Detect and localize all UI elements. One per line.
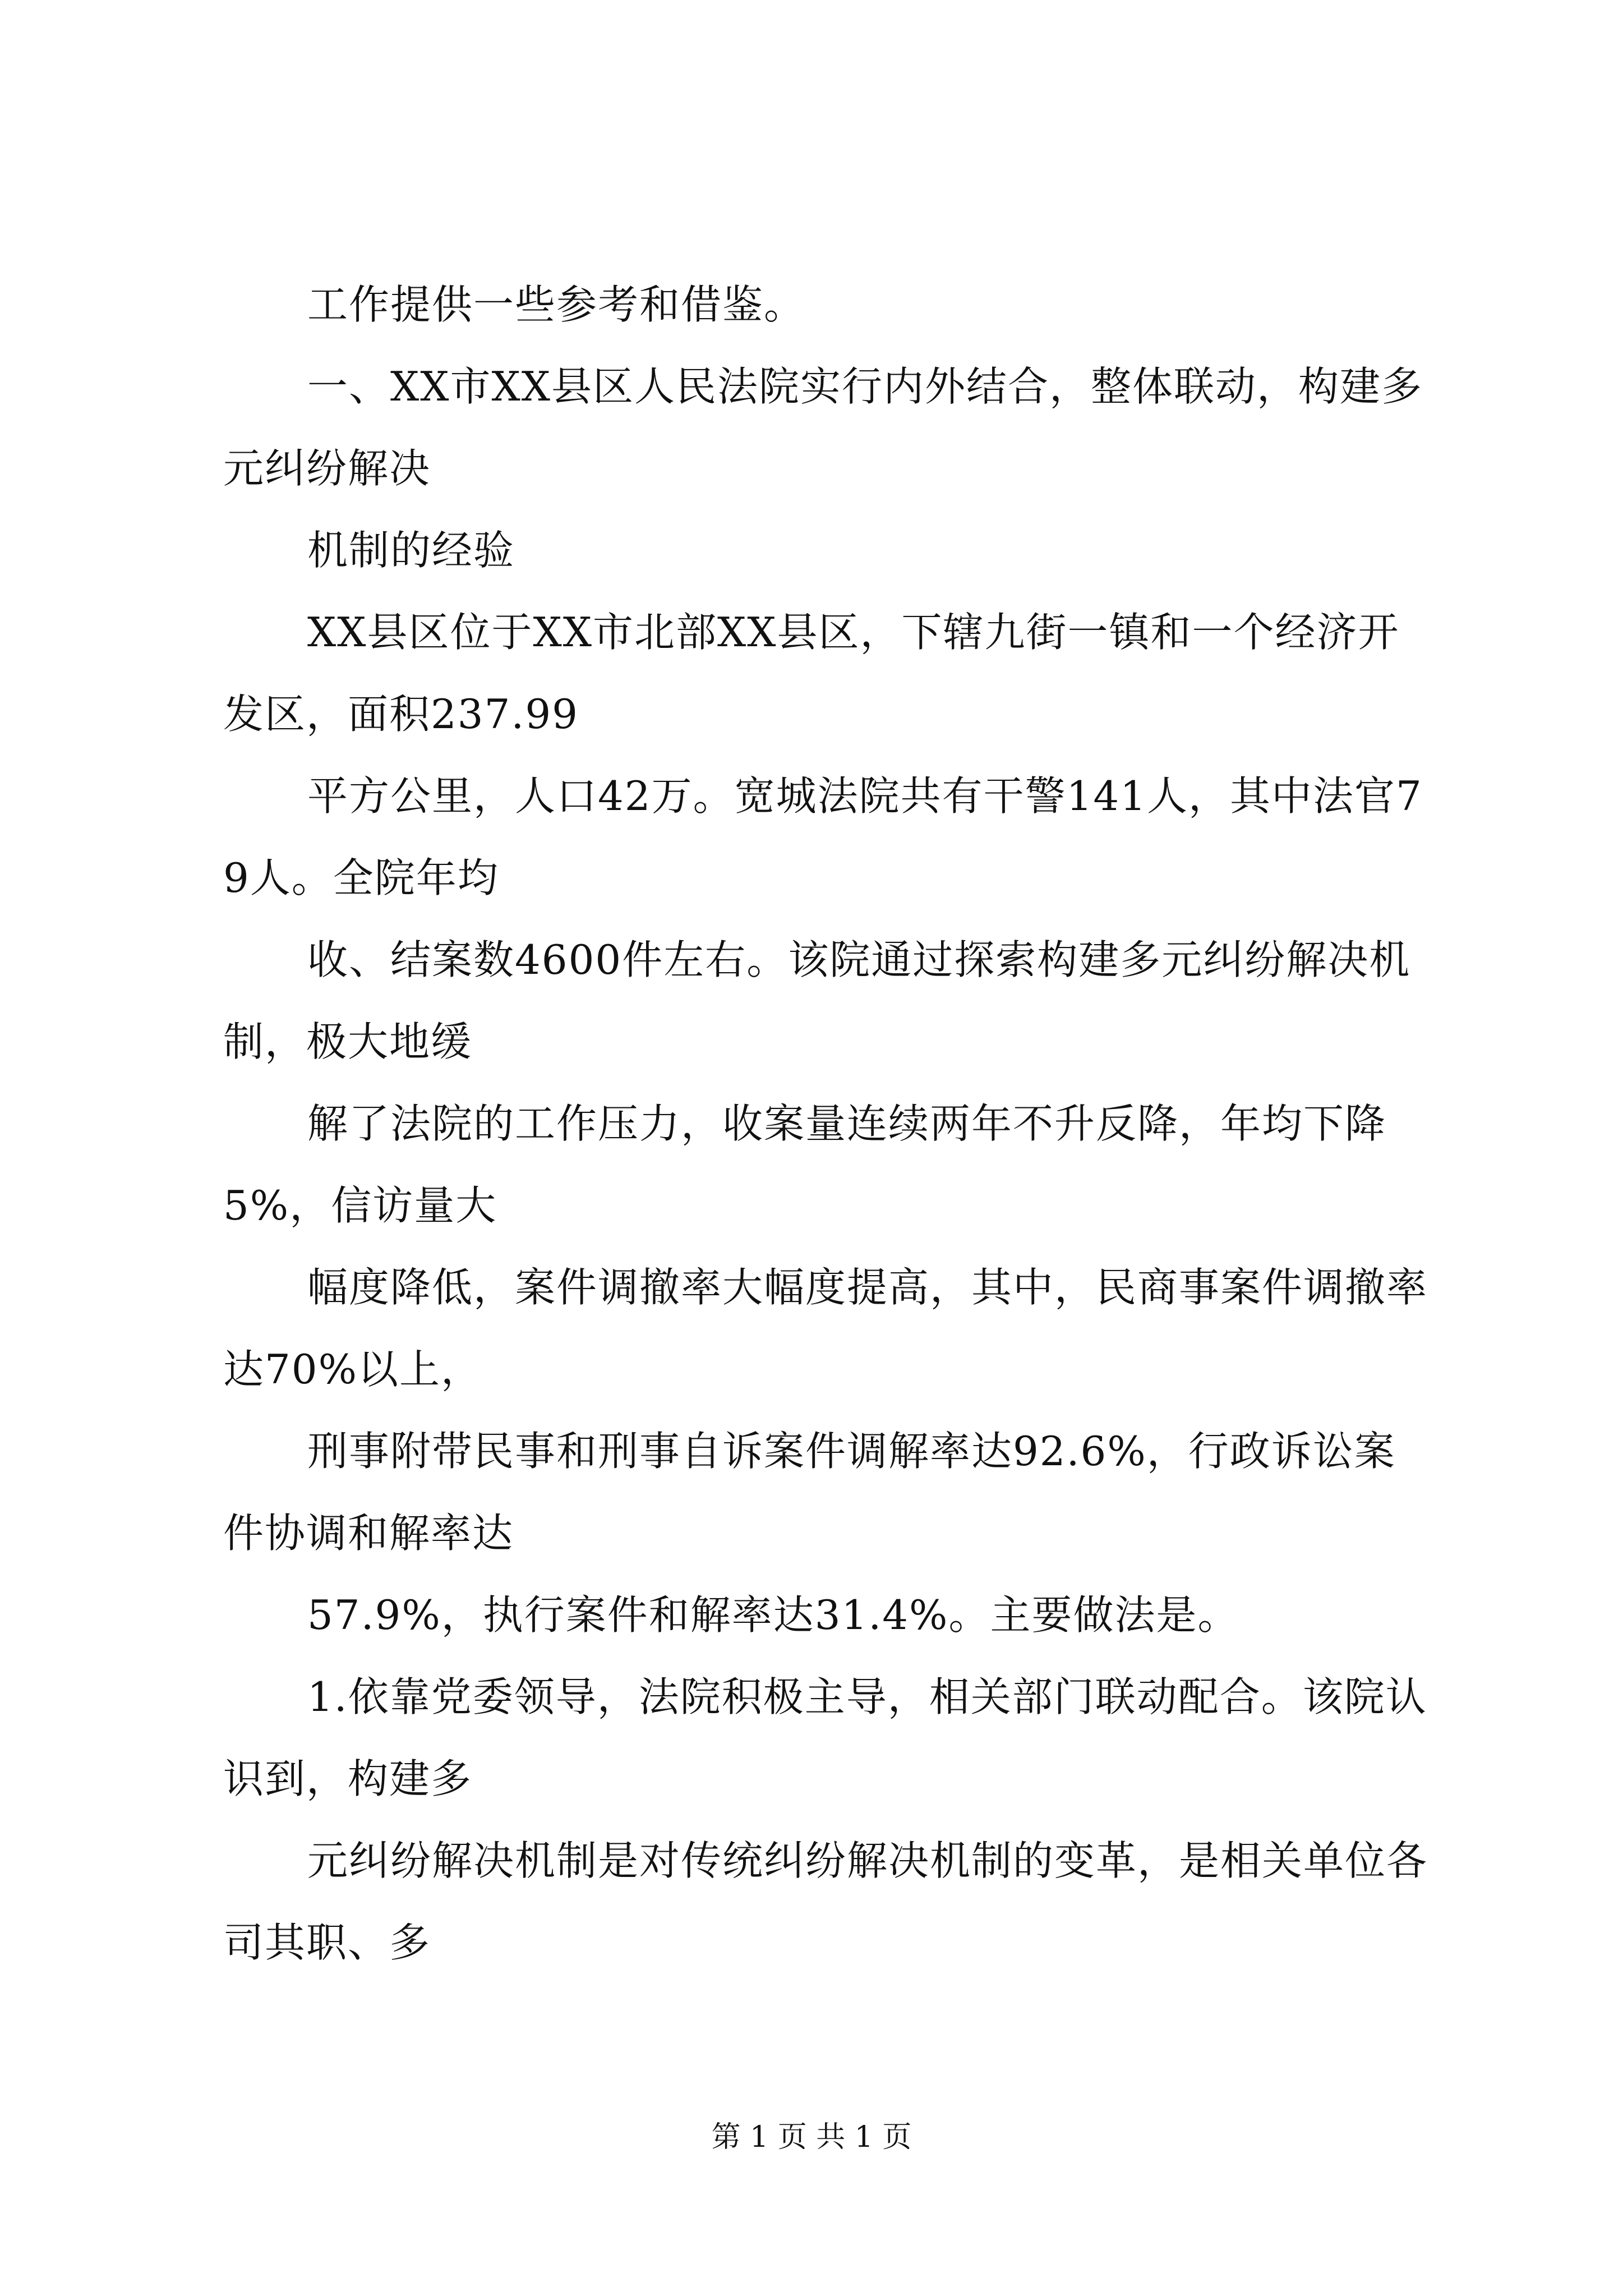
paragraph: 57.9%，执行案件和解率达31.4%。主要做法是。	[307, 1591, 1239, 1639]
paragraph: 刑事附带民事和刑事自诉案件调解率达92.6%，行政诉讼案件协调和解率达	[223, 1428, 1396, 1557]
document-body	[223, 264, 1429, 1984]
paragraph: 一、XX市XX县区人民法院实行内外结合，整体联动，构建多元纠纷解决	[223, 363, 1423, 492]
paragraph: 1.依靠党委领导，法院积极主导，相关部门联动配合。该院认识到，构建多	[223, 1673, 1427, 1802]
paragraph: 平方公里，人口42万。宽城法院共有干警141人，其中法官79人。全院年均	[223, 772, 1423, 901]
paragraph: 元纠纷解决机制是对传统纠纷解决机制的变革，是相关单位各司其职、多	[223, 1837, 1428, 1966]
paragraph: 工作提供一些参考和借鉴。	[307, 281, 806, 328]
paragraph: 解了法院的工作压力，收案量连续两年不升反降，年均下降5%，信访量大	[223, 1100, 1387, 1229]
page-footer: 第 1 页 共 1 页	[711, 2120, 912, 2154]
paragraph: 幅度降低，案件调撤率大幅度提高，其中，民商事案件调撤率达70%以上，	[223, 1264, 1428, 1393]
paragraph: XX县区位于XX市北部XX县区，下辖九街一镇和一个经济开发区，面积237.99	[223, 609, 1400, 738]
paragraph: 机制的经验	[307, 527, 515, 574]
paragraph: 收、结案数4600件左右。该院通过探索构建多元纠纷解决机制，极大地缓	[223, 936, 1411, 1065]
